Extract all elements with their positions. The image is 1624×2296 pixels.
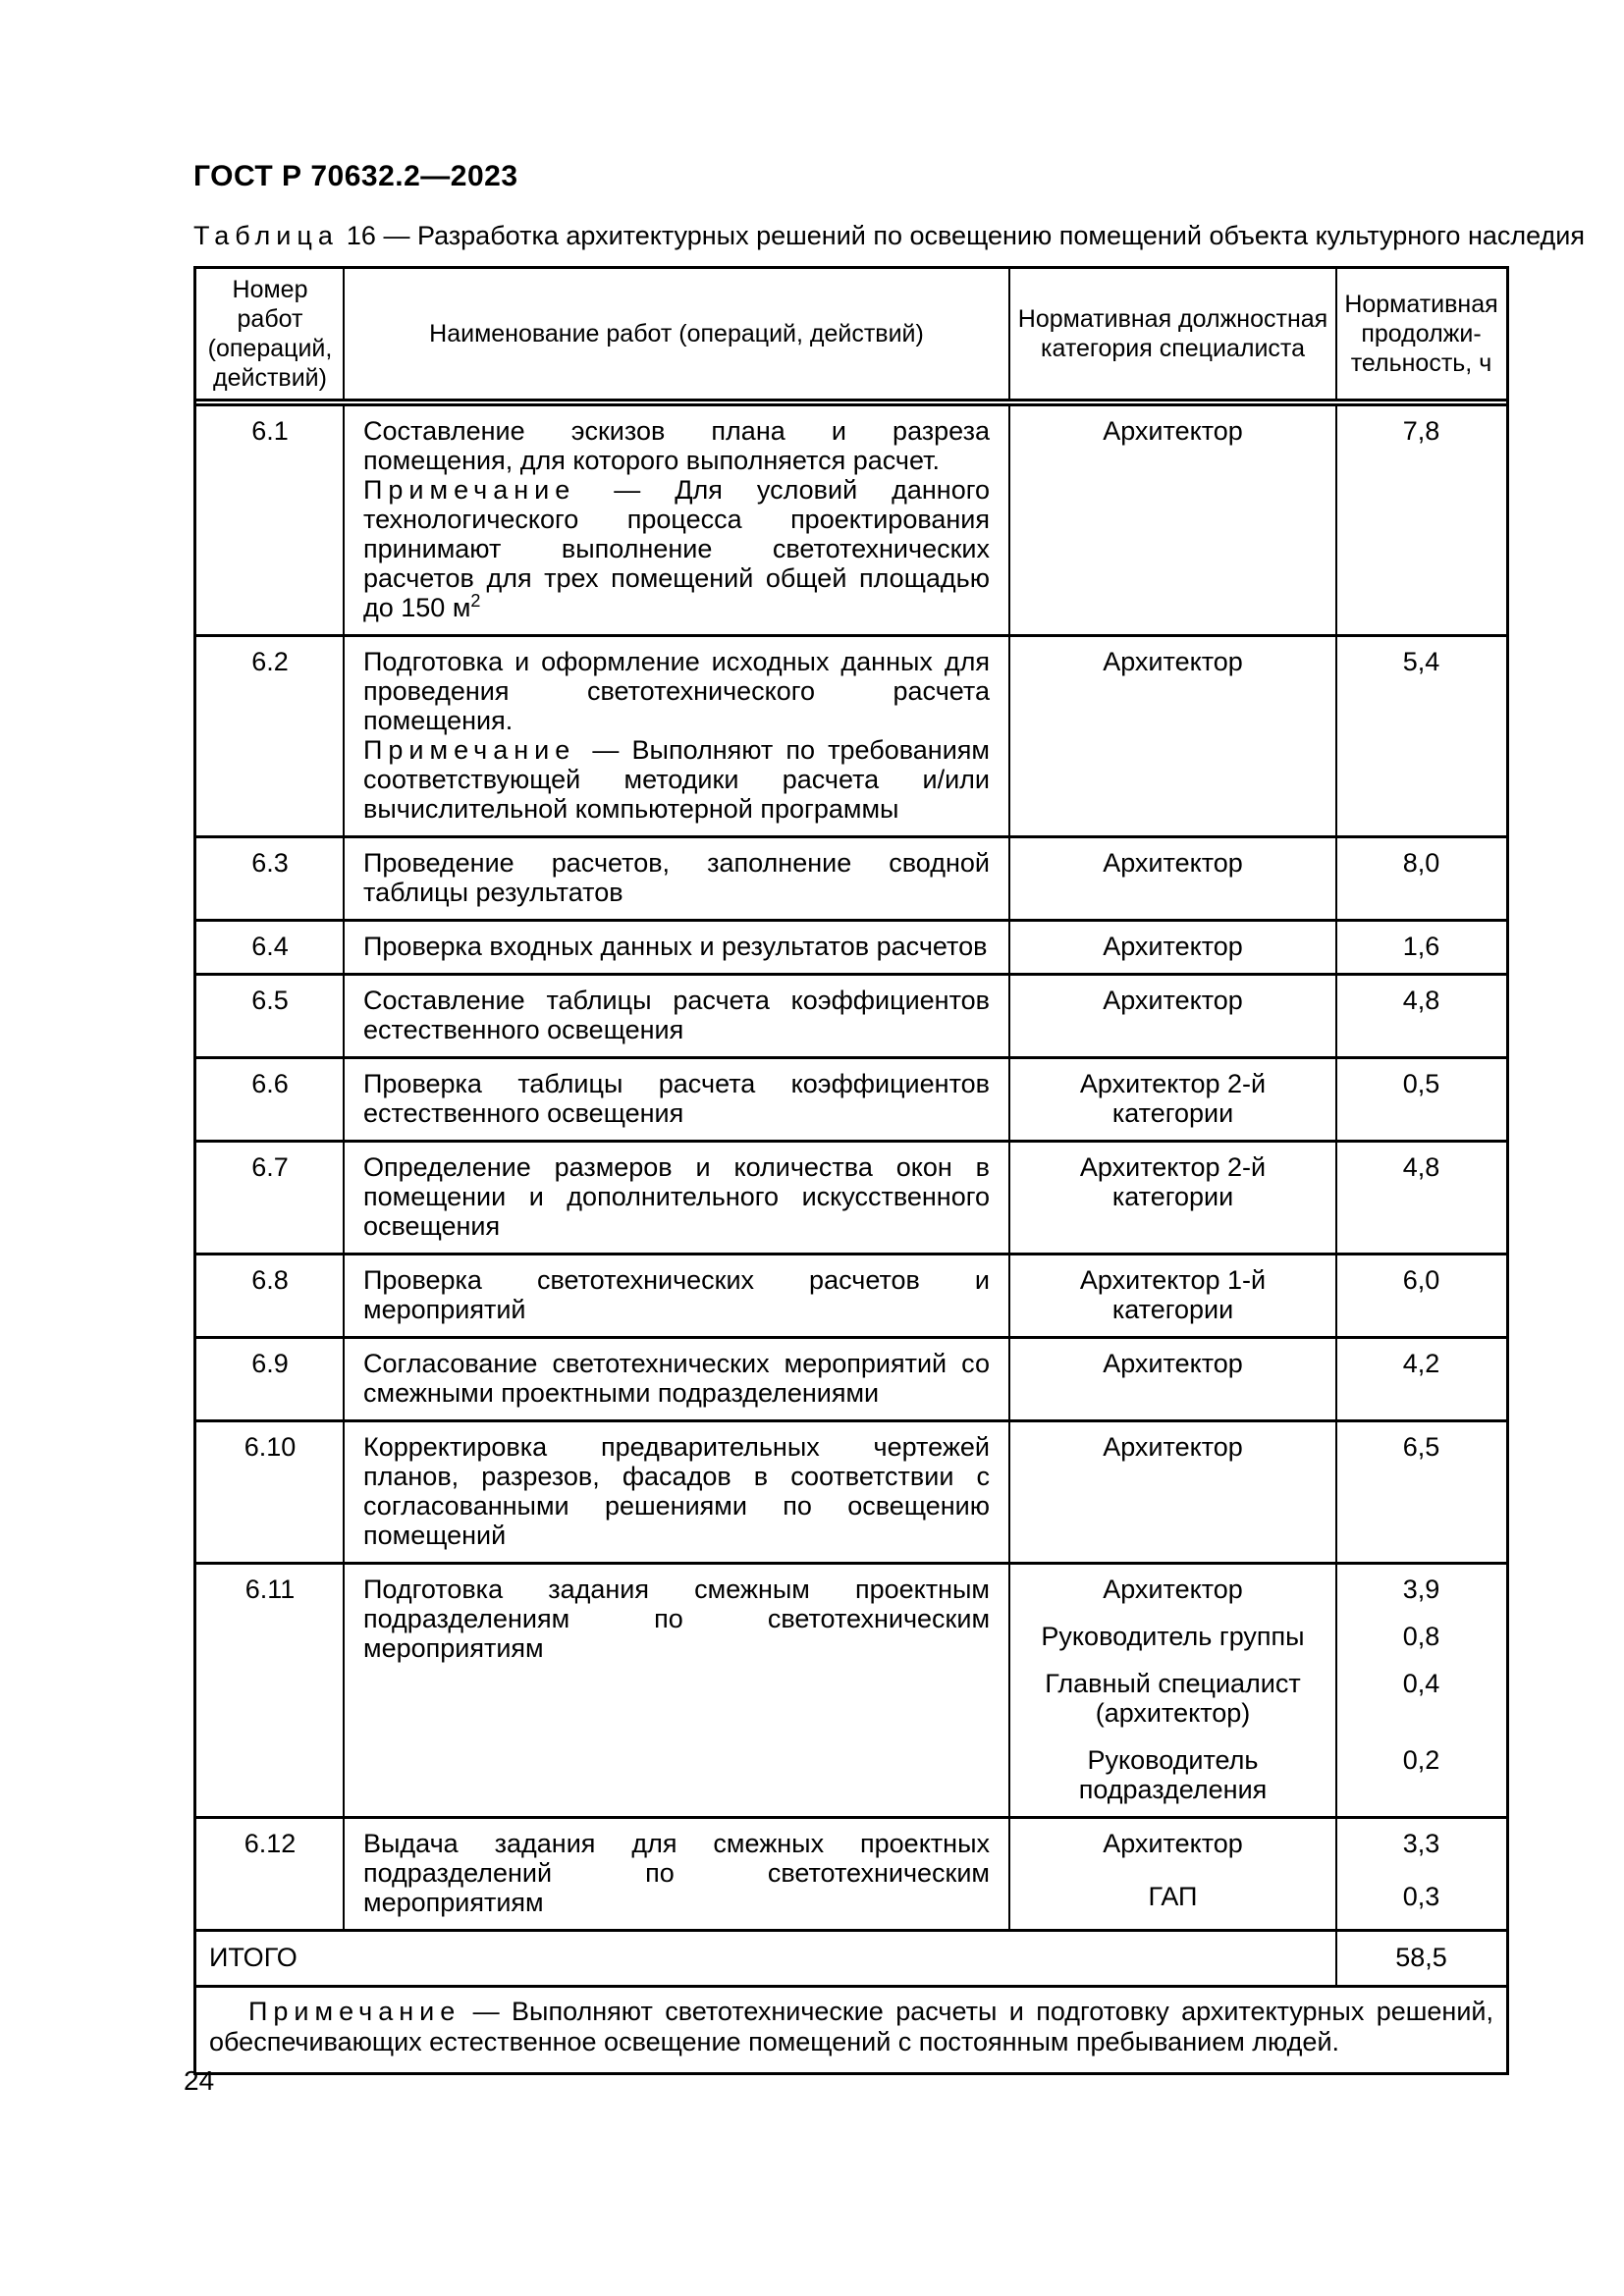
duration-hours: 1,6: [1402, 932, 1440, 961]
work-description: [344, 1339, 1009, 1419]
work-description: [344, 637, 1009, 835]
work-text: Проведение расчетов, заполнение сводной таблицы результатов: [363, 848, 990, 907]
duration-hours: 0,3: [1402, 1882, 1440, 1911]
table-row: [196, 838, 1506, 922]
header-duration: Нормативная продолжи-тельность, ч: [1344, 291, 1498, 377]
footnote-body: — Выполняют светотехнические расчеты и подготовку архитектурных решений, обеспечивающих естественное освещение помещений с постоянным пребыванием людей.: [209, 1997, 1493, 2056]
work-description: [344, 1565, 1009, 1816]
column-divider: [343, 976, 345, 1056]
note-superscript: 2: [470, 591, 481, 611]
work-number: 6.10: [244, 1432, 297, 1462]
column-divider: [1335, 406, 1337, 634]
table-row: [196, 1143, 1506, 1255]
footnote-text: [209, 1997, 1493, 2057]
specialist-category: Главный специалист (архитектор): [1045, 1669, 1301, 1728]
work-text: Корректировка предварительных чертежей планов, разрезов, фасадов в соответствии с согласованными решениями по освещению помещений: [363, 1432, 990, 1550]
footnote-label: Примечание: [248, 1997, 461, 2026]
work-description: [344, 1059, 1009, 1140]
column-divider: [343, 1819, 345, 1929]
column-divider: [1008, 1255, 1010, 1336]
note-label: Примечание: [363, 735, 576, 765]
work-number: 6.8: [251, 1265, 289, 1295]
work-note: [363, 475, 990, 622]
work-description: [344, 1255, 1009, 1336]
work-text: Подготовка и оформление исходных данных для проведения светотехнического расчета помещения.: [363, 647, 990, 735]
column-divider: [1335, 1143, 1337, 1253]
work-text: Выдача задания для смежных проектных подразделений по светотехническим мероприятиям: [363, 1829, 990, 1917]
column-divider: [1335, 637, 1337, 835]
duration-hours: 7,8: [1402, 416, 1440, 446]
work-text: Согласование светотехнических мероприятий со смежными проектными подразделениями: [363, 1349, 990, 1408]
note-label: Примечание: [363, 475, 576, 505]
specialist-category: Архитектор: [1103, 1349, 1243, 1378]
specialist-category: ГАП: [1148, 1882, 1198, 1911]
column-divider: [343, 838, 345, 919]
work-number: 6.9: [251, 1349, 289, 1378]
specialist-category: Архитектор 2-й категории: [1079, 1152, 1267, 1211]
column-divider: [343, 922, 345, 973]
specialist-category: Архитектор: [1103, 986, 1243, 1015]
column-divider: [1008, 838, 1010, 919]
work-text: Составление таблицы расчета коэффициентов естественного освещения: [363, 986, 990, 1044]
work-description: [344, 1143, 1009, 1253]
column-divider: [343, 1565, 345, 1816]
column-divider: [1008, 976, 1010, 1056]
table-body: [196, 406, 1506, 1932]
work-table: [193, 266, 1509, 2075]
column-divider: [343, 269, 345, 399]
column-divider: [1008, 1565, 1010, 1816]
column-divider: [1335, 1059, 1337, 1140]
work-description: [344, 1422, 1009, 1562]
column-divider: [1008, 637, 1010, 835]
column-divider: [1008, 1819, 1010, 1929]
table-row: [196, 1059, 1506, 1143]
work-description: [344, 1819, 1009, 1929]
work-number: 6.6: [251, 1069, 289, 1098]
specialist-category: Архитектор: [1103, 647, 1243, 676]
column-divider: [1008, 922, 1010, 973]
column-divider: [1335, 1932, 1337, 1985]
column-divider: [1335, 838, 1337, 919]
duration-hours: 4,8: [1402, 1152, 1440, 1182]
total-label: ИТОГО: [209, 1943, 298, 1972]
caption-dash: —: [383, 221, 410, 250]
table-caption: [193, 220, 1585, 251]
column-divider: [1335, 1819, 1337, 1929]
specialist-category: Архитектор: [1103, 416, 1243, 446]
work-number: 6.2: [251, 647, 289, 676]
column-divider: [1008, 269, 1010, 399]
header-work-number: Номер работ (операций, действий): [207, 276, 333, 392]
column-divider: [1335, 922, 1337, 973]
work-number: 6.12: [244, 1829, 297, 1858]
work-number: 6.1: [251, 416, 289, 446]
work-text: Проверка входных данных и результатов расчетов: [363, 932, 988, 961]
duration-hours: 3,9: [1402, 1575, 1440, 1604]
total-hours: 58,5: [1395, 1943, 1447, 1972]
duration-hours: 8,0: [1402, 848, 1440, 878]
specialist-category: Архитектор: [1103, 1432, 1243, 1462]
duration-hours: 6,0: [1402, 1265, 1440, 1295]
table-row: [196, 1819, 1506, 1932]
header-work-name: Наименование работ (операций, действий): [429, 320, 924, 347]
duration-hours: 0,8: [1402, 1622, 1440, 1651]
column-divider: [1335, 1422, 1337, 1562]
work-number: 6.7: [251, 1152, 289, 1182]
duration-hours: 0,2: [1402, 1745, 1440, 1775]
duration-hours: 6,5: [1402, 1432, 1440, 1462]
column-divider: [343, 637, 345, 835]
duration-hours: 4,2: [1402, 1349, 1440, 1378]
standard-number: ГОСТ Р 70632.2—2023: [193, 160, 518, 192]
column-divider: [1335, 1339, 1337, 1419]
note-text: — Для условий данного технологического процесса проектирования принимают выполнение светотехнических расчетов для трех помещений общей площадью до 150 м: [363, 475, 990, 622]
column-divider: [343, 1422, 345, 1562]
work-description: [344, 838, 1009, 919]
caption-number: 16: [346, 221, 376, 250]
specialist-category: Архитектор: [1103, 932, 1243, 961]
duration-hours: 0,4: [1402, 1669, 1440, 1698]
work-text: Подготовка задания смежным проектным подразделениям по светотехническим мероприятиям: [363, 1575, 990, 1663]
work-description: [344, 406, 1009, 634]
column-divider: [1008, 1339, 1010, 1419]
specialist-category: Архитектор: [1103, 848, 1243, 878]
column-divider: [343, 1143, 345, 1253]
column-divider: [343, 1059, 345, 1140]
column-divider: [1335, 1255, 1337, 1336]
specialist-category: Руководитель подразделения: [1078, 1745, 1268, 1804]
column-divider: [1008, 406, 1010, 634]
table-row: [196, 1339, 1506, 1422]
table-row: [196, 976, 1506, 1059]
work-text: Проверка светотехнических расчетов и мероприятий: [363, 1265, 990, 1324]
column-divider: [343, 406, 345, 634]
specialist-category: Архитектор 2-й категории: [1079, 1069, 1267, 1128]
specialist-category: Архитектор: [1103, 1575, 1243, 1604]
specialist-category: Руководитель группы: [1041, 1622, 1305, 1651]
work-number: 6.11: [244, 1575, 296, 1604]
specialist-category: Архитектор 1-й категории: [1079, 1265, 1267, 1324]
table-row: [196, 1422, 1506, 1565]
table-header-row: [196, 269, 1506, 406]
column-divider: [1335, 976, 1337, 1056]
column-divider: [1008, 1143, 1010, 1253]
table-row: [196, 1255, 1506, 1339]
column-divider: [1008, 1059, 1010, 1140]
work-text: Проверка таблицы расчета коэффициентов естественного освещения: [363, 1069, 990, 1128]
work-description: [344, 922, 1009, 973]
duration-hours: 0,5: [1402, 1069, 1440, 1098]
work-description: [344, 976, 1009, 1056]
page-number: 24: [184, 2065, 215, 2096]
header-specialist-category: Нормативная должностная категория специалиста: [1017, 305, 1328, 362]
table-row: [196, 922, 1506, 976]
work-number: 6.5: [251, 986, 289, 1015]
caption-label: Таблица: [193, 221, 339, 250]
column-divider: [343, 1255, 345, 1336]
work-text: Составление эскизов плана и разреза помещения, для которого выполняется расчет.: [363, 416, 990, 475]
column-divider: [1335, 1565, 1337, 1816]
table-row: [196, 406, 1506, 637]
total-row: [196, 1932, 1506, 1988]
table-footnote: [196, 1988, 1506, 2072]
caption-title: Разработка архитектурных решений по освещению помещений объекта культурного наследия: [416, 221, 1586, 250]
column-divider: [1335, 269, 1337, 399]
work-number: 6.3: [251, 848, 289, 878]
duration-hours: 4,8: [1402, 986, 1440, 1015]
work-number: 6.4: [251, 932, 289, 961]
table-row: [196, 637, 1506, 838]
specialist-category: Архитектор: [1103, 1829, 1243, 1858]
note-text: — Выполняют по требованиям соответствующей методики расчета и/или вычислительной компьютерной программы: [363, 735, 990, 824]
duration-hours: 3,3: [1402, 1829, 1440, 1858]
work-note: [363, 735, 990, 824]
table-row: [196, 1565, 1506, 1819]
work-text: Определение размеров и количества окон в помещении и дополнительного искусственного освещения: [363, 1152, 990, 1241]
duration-hours: 5,4: [1402, 647, 1440, 676]
column-divider: [1008, 1422, 1010, 1562]
column-divider: [343, 1339, 345, 1419]
